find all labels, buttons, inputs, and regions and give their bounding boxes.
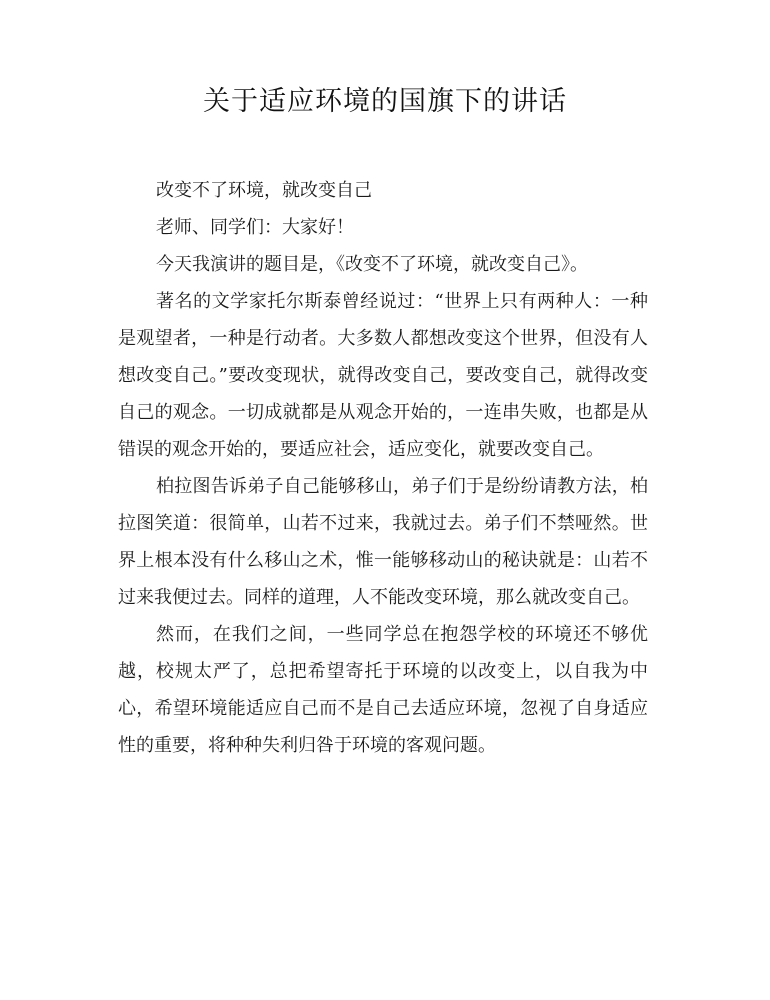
- paragraph-topic: 今天我演讲的题目是，《改变不了环境，就改变自己》。: [156, 254, 588, 275]
- paragraph-complaints: 然而，在我们之间，一些同学总在抱怨学校的环境还不够优越，校规太严了，总把希望寄托于环境的以改变上，以自我为中心，希望环境能适应自己而不是自己去适应环境，忽视了自身适应性的重要，将种种失利归咎于环境的客观问题。: [118, 624, 648, 756]
- paragraph-tolstoy: 著名的文学家托尔斯泰曾经说过：“世界上只有两种人：一种是观望者，一种是行动者。大多数人都想改变这个世界，但没有人想改变自己。”要改变现状，就得改变自己，要改变自己，就得改变自己的观念。一切成就都是从观念开始的，一连串失败，也都是从错误的观念开始的，要适应社会，适应变化，就要改变自己。: [118, 291, 648, 460]
- document-title: 关于适应环境的国旗下的讲话: [203, 86, 567, 117]
- paragraph-greeting: 老师、同学们：大家好！: [156, 217, 354, 238]
- paragraph-plato: 柏拉图告诉弟子自己能够移山，弟子们于是纷纷请教方法，柏拉图笑道：很简单，山若不过来，我就过去。弟子们不禁哑然。世界上根本没有什么移山之术，惟一能够移动山的秘诀就是：山若不过来我便过去。同样的道理，人不能改变环境，那么就改变自己。: [118, 476, 648, 608]
- document-body: [118, 172, 648, 764]
- paragraph-subtitle: 改变不了环境，就改变自己: [156, 180, 372, 201]
